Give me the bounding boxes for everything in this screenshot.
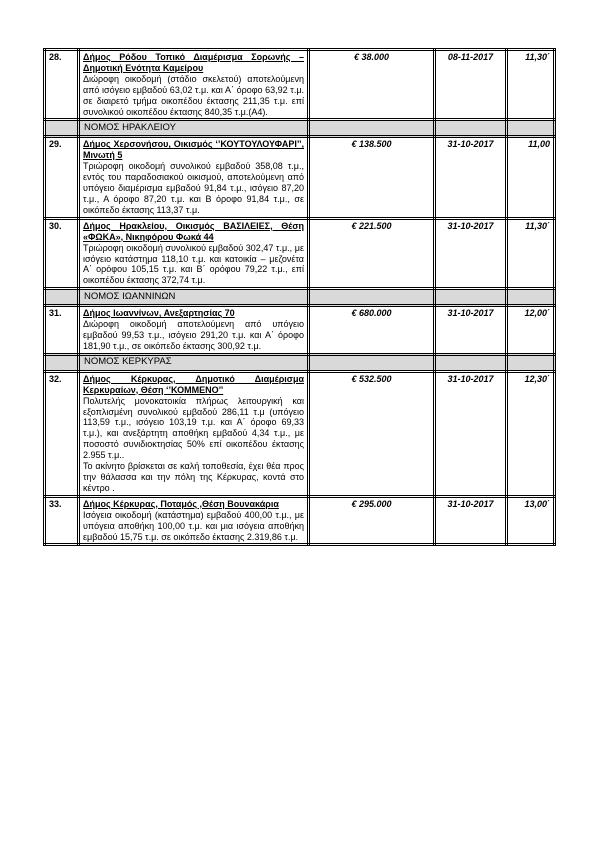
- starting-price: € 138.500: [309, 137, 435, 218]
- table-row: [45, 50, 555, 120]
- property-description-cell: [79, 137, 309, 218]
- property-description: Τριώροφη οικοδομή συνολικού εμβαδού 358,08 τ.μ., εντός του παραδοσιακού οικισμού, αποτελούμενη από υπόγειο διαμέρισμα εμβαδού 91,84 τ.μ., ισόγειο 87,20 τ.μ., Α όροφο 87,20 τ.μ. και Β όροφο 91,84 τ.μ., σε οικόπεδο έκτασης 113,37 τ.μ.: [83, 161, 304, 215]
- region-empty-cell: [435, 289, 507, 306]
- starting-price: € 532.500: [309, 371, 435, 496]
- property-description-cell: [79, 496, 309, 545]
- property-description: Πολυτελής μονοκατοικία πλήρως λειτουργική και εξοπλισμένη συνολικού εμβαδού 286,11 τ.μ (υπόγειο 113,59 τ.μ., ισόγειο 103,19 τ.μ. και Α΄ όροφο 69,33 τ.μ.), και ανεξάρτητη αποθήκη εμβαδού 4,34 τ.μ., με ποσοστό συνιδιοκτησίας 50% επί οικοπέδου έκτασης 2.955 τ.μ..: [83, 395, 304, 461]
- region-empty-cell: [309, 120, 435, 137]
- region-header-row: [45, 120, 555, 137]
- auction-date: 31-10-2017: [435, 137, 507, 218]
- auction-date: 08-11-2017: [435, 50, 507, 120]
- auction-time: 11,30΄: [507, 218, 555, 288]
- property-description-cell: [79, 371, 309, 496]
- item-number: 33.: [45, 496, 79, 545]
- property-location-title: Δήμος Ιωαννίνων, Ανεξαρτησίας 70: [83, 308, 235, 319]
- auction-listing-table: [43, 48, 556, 546]
- item-number: 32.: [45, 371, 79, 496]
- property-location-title: Δήμος Ηρακλείου, Οικισμός ΒΑΣΙΛΕΙΕΣ, Θέση «ΦΩΚΑ», Νικηφόρου Φωκά 44: [83, 220, 304, 242]
- table-row: [45, 218, 555, 288]
- item-number: 31.: [45, 306, 79, 355]
- region-label: ΝΟΜΟΣ ΙΩΑΝΝΙΝΩΝ: [79, 289, 309, 306]
- property-description: Διώροφη οικοδομή (στάδιο σκελετού) αποτελούμενη από ισόγειο εμβαδού 63,02 τ.μ. και Α΄ όροφο 63,92 τ.μ. σε διαιρετό τμήμα οικοπέδου έκτασης 211,35 τ.μ. επί συνολικού οικοπέδου έκτασης 840,35 τ.μ.(Α4).: [83, 73, 304, 117]
- region-empty-cell: [45, 354, 79, 371]
- table-row: [45, 137, 555, 218]
- table-row: [45, 496, 555, 545]
- auction-date: 31-10-2017: [435, 218, 507, 288]
- property-description-cell: [79, 50, 309, 120]
- property-description: Διώροφη οικοδομή αποτελούμενη από υπόγειο εμβαδού 99,53 τ.μ., ισόγειο 291,20 τ.μ. και Α΄ όροφο 181,90 τ.μ., σε οικόπεδο έκτασης 300,92 τ.μ.: [83, 319, 304, 351]
- property-location-title: Δήμος Κέρκυρας, Ποταμός ,Θέση Βουνακάρια: [83, 498, 279, 509]
- region-empty-cell: [435, 354, 507, 371]
- region-label: ΝΟΜΟΣ ΗΡΑΚΛΕΙΟΥ: [79, 120, 309, 137]
- starting-price: € 221.500: [309, 218, 435, 288]
- property-description: Τριώροφη οικοδομή συνολικού εμβαδού 302,47 τ.μ., με ισόγειο κατάστημα 118,10 τ.μ. και κατοικία – μεζονέτα Α΄ ορόφου 105,15 τ.μ. και Β΄ ορόφου 79,22 τ.μ., επί οικοπέδου έκτασης 372,74 τ.μ.: [83, 242, 304, 286]
- region-empty-cell: [435, 120, 507, 137]
- property-location-title: Δήμος Ρόδου Τοπικό Διαμέρισμα Σορωνής –Δημοτική Ενότητα Καμείρου: [83, 52, 304, 73]
- region-header-row: [45, 354, 555, 371]
- starting-price: € 295.000: [309, 496, 435, 545]
- property-location-title: Δήμος Χερσονήσου, Οικισμός ‘’ΚΟΥΤΟΥΛΟΥΦΑΡΙ’’, Μινωτή 5: [83, 139, 304, 161]
- property-extra-note: Το ακίνητο βρίσκεται σε καλή τοποθεσία, έχει θέα προς την θάλασσα και την πόλη της Κέρκυρας, κοντά στο κέντρο .: [83, 461, 304, 493]
- property-location-title: Δήμος Κέρκυρας, Δημοτικό Διαμέρισμα Κερκυραίων, Θέση ‘’ΚΟΜΜΕΝΟ’’: [83, 373, 304, 395]
- region-label: ΝΟΜΟΣ ΚΕΡΚΥΡΑΣ: [79, 354, 309, 371]
- auction-time: 12,30΄: [507, 371, 555, 496]
- region-empty-cell: [45, 120, 79, 137]
- auction-date: 31-10-2017: [435, 496, 507, 545]
- auction-time: 13,00΄: [507, 496, 555, 545]
- region-empty-cell: [507, 289, 555, 306]
- table-row: [45, 371, 555, 496]
- item-number: 28.: [45, 50, 79, 120]
- table-row: [45, 306, 555, 355]
- region-header-row: [45, 289, 555, 306]
- auction-time: 12,00΄: [507, 306, 555, 355]
- starting-price: € 680.000: [309, 306, 435, 355]
- auction-time: 11,00: [507, 137, 555, 218]
- region-empty-cell: [309, 289, 435, 306]
- region-empty-cell: [507, 354, 555, 371]
- region-empty-cell: [507, 120, 555, 137]
- auction-time: 11,30΄: [507, 50, 555, 120]
- item-number: 29.: [45, 137, 79, 218]
- property-description: Ισόγεια οικοδομή (κατάστημα) εμβαδού 400,00 τ.μ., με υπόγεια αποθήκη 100,00 τ.μ. και μια ισόγεια αποθήκη εμβαδού 15,75 τ.μ. σε οικόπεδο έκτασης 2.319,86 τ.μ.: [83, 509, 304, 542]
- property-description-cell: [79, 306, 309, 355]
- auction-date: 31-10-2017: [435, 371, 507, 496]
- region-empty-cell: [309, 354, 435, 371]
- auction-date: 31-10-2017: [435, 306, 507, 355]
- property-description-cell: [79, 218, 309, 288]
- starting-price: € 38.000: [309, 50, 435, 120]
- item-number: 30.: [45, 218, 79, 288]
- region-empty-cell: [45, 289, 79, 306]
